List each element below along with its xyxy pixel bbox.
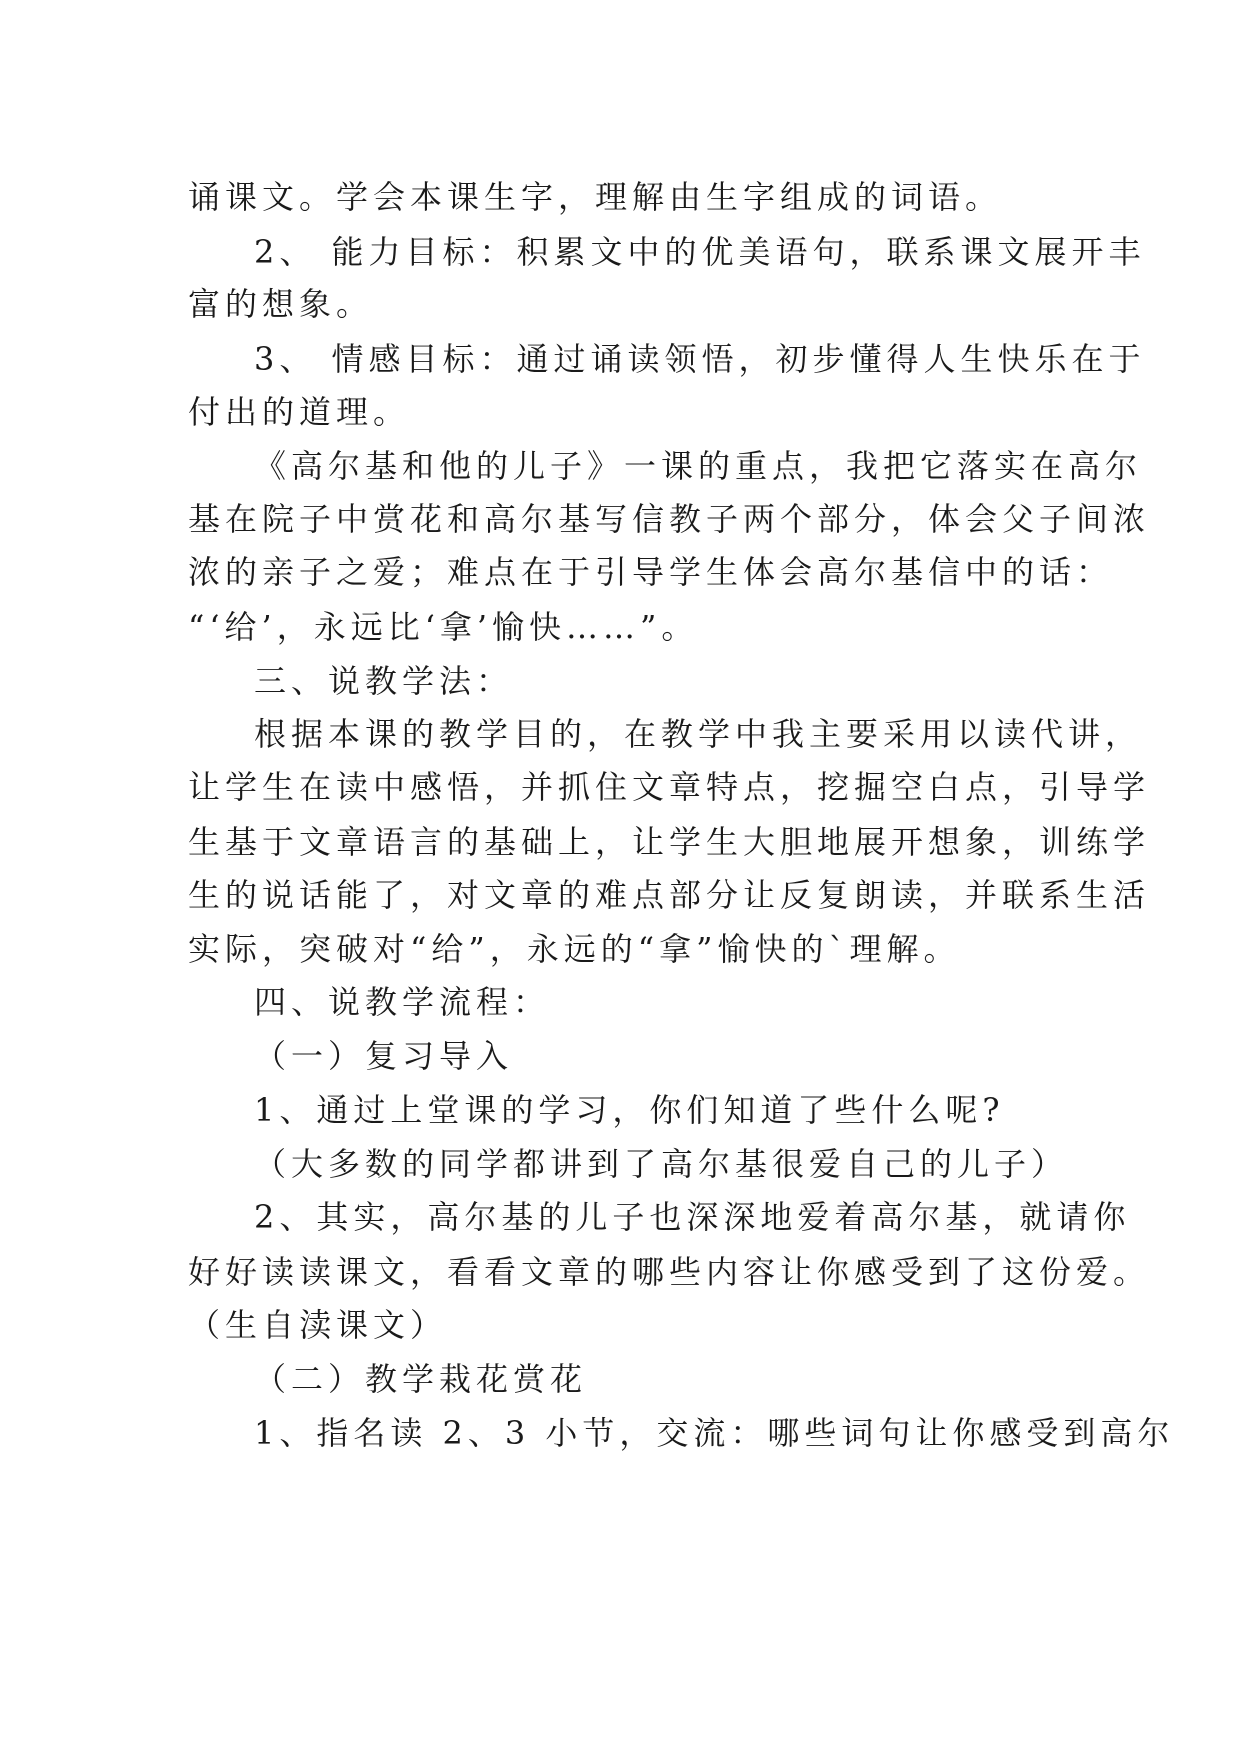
body-text-line: （大多数的同学都讲到了高尔基很爱自己的儿子） bbox=[254, 1145, 1069, 1183]
body-text-line: 3、 情感目标：通过诵读领悟，初步懂得人生快乐在于 bbox=[254, 340, 1146, 378]
body-text-line: （生自渎课文） bbox=[188, 1306, 448, 1344]
section-heading: 四、说教学流程： bbox=[254, 983, 551, 1021]
body-text-line: 1、指名读 2、3 小节，交流：哪些词句让你感受到高尔 bbox=[254, 1414, 1175, 1452]
body-text-line: 付出的道理。 bbox=[188, 393, 411, 431]
body-text-line: 诵课文。学会本课生字，理解由生字组成的词语。 bbox=[188, 178, 1003, 216]
body-text-line: 基在院子中赏花和高尔基写信教子两个部分，体会父子间浓 bbox=[188, 500, 1151, 538]
body-text-line: 好好读读课文，看看文章的哪些内容让你感受到了这份爱。 bbox=[188, 1253, 1151, 1291]
subsection-heading: （一）复习导入 bbox=[254, 1037, 514, 1075]
section-heading: 三、说教学法： bbox=[254, 662, 514, 700]
body-text-line: 实际，突破对“给”，永远的“拿”愉快的`理解。 bbox=[188, 930, 961, 968]
body-text-line: 富的想象。 bbox=[188, 285, 374, 323]
body-text-line: 根据本课的教学目的，在教学中我主要采用以读代讲， bbox=[254, 715, 1143, 753]
subsection-heading: （二）教学栽花赏花 bbox=[254, 1360, 588, 1398]
body-text-line: 让学生在读中感悟，并抓住文章特点，挖掘空白点，引导学 bbox=[188, 768, 1151, 806]
body-text-line: 浓的亲子之爱；难点在于引导学生体会高尔基信中的话： bbox=[188, 553, 1114, 591]
body-text-line: “‘给’，永远比‘拿’愉快……”。 bbox=[188, 608, 699, 646]
body-text-line: 1、通过上堂课的学习，你们知道了些什么呢? bbox=[254, 1091, 1005, 1129]
body-text-line: 2、其实，高尔基的儿子也深深地爱着高尔基，就请你 bbox=[254, 1198, 1131, 1236]
body-text-line: 《高尔基和他的儿子》一课的重点，我把它落实在高尔 bbox=[254, 447, 1143, 485]
body-text-line: 生的说话能了，对文章的难点部分让反复朗读，并联系生活 bbox=[188, 876, 1151, 914]
body-text-line: 生基于文章语言的基础上，让学生大胆地展开想象，训练学 bbox=[188, 823, 1151, 861]
body-text-line: 2、 能力目标：积累文中的优美语句，联系课文展开丰 bbox=[254, 233, 1146, 271]
